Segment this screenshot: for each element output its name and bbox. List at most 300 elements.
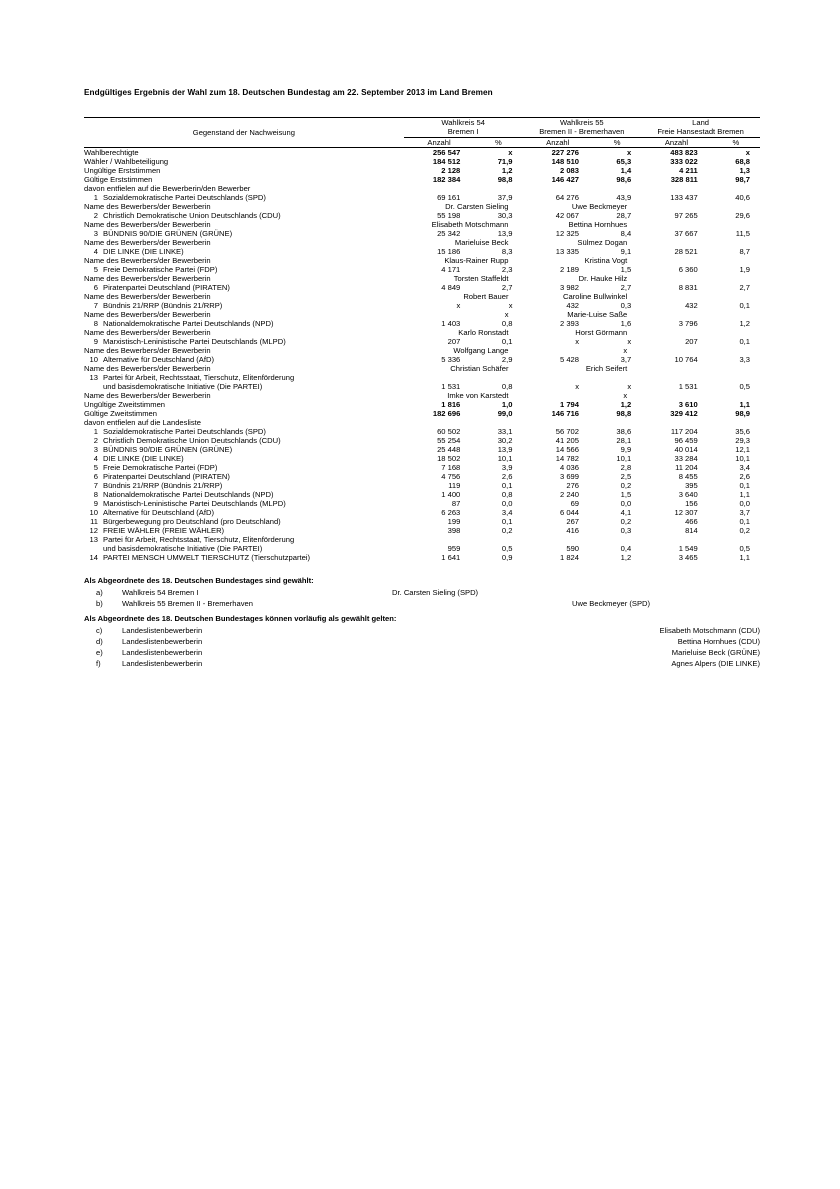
provisional-row (84, 658, 760, 669)
candidate-label: Name des Bewerbers/der Bewerberin (84, 363, 211, 373)
count-wk54: 184 512 (432, 156, 461, 166)
percent-wk54: 0,9 (501, 552, 513, 562)
table-row (84, 193, 760, 202)
count-wk54: 1 641 (441, 552, 461, 562)
candidate-name-wk55: Kristina Vogt (584, 255, 628, 265)
candidate-name-wk54: Wolfgang Lange (453, 345, 509, 355)
elected-district: Wahlkreis 55 Bremen II - Bremerhaven (122, 598, 253, 608)
count-land: 8 831 (678, 282, 698, 292)
table-row (84, 454, 760, 463)
count-land: 207 (685, 336, 698, 346)
percent-land: 68,8 (735, 156, 750, 166)
count-land: 814 (685, 525, 698, 535)
count-land: 329 412 (670, 408, 698, 418)
count-wk54: x (456, 300, 461, 310)
table-row (84, 490, 760, 499)
percent-wk55: x (627, 336, 632, 346)
party-index: 1 (93, 426, 98, 436)
header-group-0-line2: Bremen I (447, 127, 479, 137)
row-label: Ungültige Zweitstimmen (84, 399, 166, 409)
candidate-label: Name des Bewerbers/der Bewerberin (84, 309, 211, 319)
percent-wk54: 0,0 (501, 498, 513, 508)
provisional-name: Elisabeth Motschmann (CDU) (659, 625, 760, 635)
elected-district: Wahlkreis 54 Bremen I (122, 587, 199, 597)
count-land: 1 549 (678, 543, 698, 553)
count-wk55: 64 276 (555, 192, 580, 202)
percent-wk54: 8,3 (501, 246, 513, 256)
percent-wk55: 0,4 (620, 543, 632, 553)
party-label: 8 Nationaldemokratische Partei Deutschlands (NPD) (84, 319, 404, 328)
percent-wk55: 98,8 (616, 408, 632, 418)
count-wk55: 1 794 (560, 399, 580, 409)
percent-land: 29,6 (735, 210, 750, 220)
table-row (84, 346, 760, 355)
party-label: 14 PARTEI MENSCH UMWELT TIERSCHUTZ (Tierschutzpartei) (84, 553, 404, 562)
percent-wk54: 2,6 (501, 471, 513, 481)
table-row (84, 499, 760, 508)
count-wk54: 55 198 (437, 210, 461, 220)
party-label: 10 Alternative für Deutschland (AfD) (84, 508, 404, 517)
percent-land: 2,7 (739, 282, 750, 292)
party-label: 7 Bündnis 21/RRP (Bündnis 21/RRP) (84, 481, 404, 490)
candidate-name-land (641, 391, 760, 400)
provisional-letter: c) (96, 625, 103, 635)
candidate-name-wk55: Horst Görmann (575, 327, 628, 337)
party-label-line2: und basisdemokratische Initiative (Die PARTEI) (103, 543, 263, 553)
count-wk55: 227 276 (551, 147, 580, 157)
row-label: Gültige Zweitstimmen (84, 408, 158, 418)
party-index: 9 (93, 336, 98, 346)
count-wk55: 267 (566, 516, 580, 526)
percent-wk54: 71,9 (497, 156, 513, 166)
provisional-letter: f) (96, 658, 101, 668)
party-index: 1 (93, 192, 98, 202)
percent-land: 1,1 (739, 399, 750, 409)
party-label: 1 Sozialdemokratische Partei Deutschlands (SPD) (84, 427, 404, 436)
percent-land: 0,1 (739, 300, 750, 310)
party-index: 5 (93, 462, 98, 472)
count-wk55: 146 427 (551, 174, 580, 184)
percent-wk55: 1,2 (620, 399, 632, 409)
header-count-2: Anzahl (641, 137, 712, 147)
candidate-label: Name des Bewerbers/der Bewerberin (84, 291, 211, 301)
candidate-name-wk55: x (623, 390, 628, 400)
count-wk55: 3 699 (560, 471, 580, 481)
party-label: 3 BÜNDNIS 90/DIE GRÜNEN (GRÜNE) (84, 229, 404, 238)
party-index: 13 (89, 534, 98, 544)
table-row (84, 337, 760, 346)
count-land: 432 (685, 300, 698, 310)
table-header (84, 118, 760, 148)
party-index: 13 (89, 372, 98, 382)
percent-land: 0,1 (739, 336, 750, 346)
provisional-letter: e) (96, 647, 103, 657)
table-row (84, 472, 760, 481)
table-row (84, 292, 760, 301)
percent-land: 0,5 (739, 543, 750, 553)
table-row (84, 436, 760, 445)
count-wk54: 398 (447, 525, 461, 535)
count-wk54: 1 400 (441, 489, 461, 499)
header-percent-1: % (593, 137, 641, 147)
candidate-name-wk55: Marie-Luise Saße (567, 309, 628, 319)
count-land (641, 184, 712, 193)
party-index: 2 (93, 210, 98, 220)
count-wk54: 60 502 (437, 426, 461, 436)
header-group-0 (404, 118, 523, 138)
count-wk54 (404, 418, 475, 427)
party-label: 11 Bürgerbewegung pro Deutschland (pro Deutschland) (84, 517, 404, 526)
percent-wk55: 0,3 (620, 300, 632, 310)
party-label: 13 Partei für Arbeit, Rechtsstaat, Tierschutz, Elitenförderung und basisdemokratische Initiative (Die PARTEI) (84, 535, 404, 553)
count-land: 37 667 (674, 228, 698, 238)
percent-wk54: 0,5 (501, 543, 513, 553)
party-label: 2 Christlich Demokratische Union Deutschlands (CDU) (84, 436, 404, 445)
count-land: 10 764 (674, 354, 698, 364)
percent-land: 3,3 (739, 354, 750, 364)
header-count-0: Anzahl (404, 137, 475, 147)
count-wk55: 2 393 (560, 318, 580, 328)
count-wk55 (522, 418, 593, 427)
percent-wk54: 3,9 (501, 462, 513, 472)
candidate-name-land (641, 220, 760, 229)
table-row (84, 157, 760, 166)
count-land: 466 (685, 516, 698, 526)
count-wk55: 12 325 (555, 228, 580, 238)
header-label-column: Gegenstand der Nachweisung (84, 118, 404, 148)
party-index: 9 (93, 498, 98, 508)
count-wk54: 207 (447, 336, 461, 346)
candidate-name-wk55: Uwe Beckmeyer (571, 201, 628, 211)
candidate-name-wk54: Torsten Staffeldt (453, 273, 509, 283)
provisional-type: Landeslistenbewerberin (122, 647, 203, 657)
count-land: 12 307 (674, 507, 698, 517)
row-label: Gültige Erststimmen (84, 174, 153, 184)
count-land: 3 610 (678, 399, 698, 409)
table-row (84, 166, 760, 175)
count-land: 333 022 (670, 156, 698, 166)
percent-land: 1,2 (739, 318, 750, 328)
count-land: 117 204 (670, 426, 698, 436)
percent-wk55: 38,6 (616, 426, 632, 436)
table-row (84, 184, 760, 193)
percent-wk55 (593, 184, 641, 193)
count-wk55: 146 716 (551, 408, 580, 418)
percent-wk55: 2,5 (620, 471, 632, 481)
row-label: Wahlberechtigte (84, 147, 139, 157)
count-wk55: 42 067 (555, 210, 580, 220)
count-land: 11 204 (675, 462, 698, 472)
count-land: 33 284 (674, 453, 698, 463)
party-index: 2 (93, 435, 98, 445)
percent-wk55: 0,3 (620, 525, 632, 535)
percent-land: 1,1 (739, 489, 750, 499)
count-wk55: 14 566 (555, 444, 580, 454)
party-index: 10 (89, 507, 98, 517)
count-wk54: 25 342 (437, 228, 461, 238)
candidate-label: Name des Bewerbers/der Bewerberin (84, 390, 211, 400)
party-index: 4 (93, 246, 98, 256)
candidate-name-wk54: Elisabeth Motschmann (431, 219, 509, 229)
table-row (84, 481, 760, 490)
percent-wk55: 9,1 (620, 246, 632, 256)
elected-members-section (84, 576, 760, 669)
table-row (84, 409, 760, 418)
candidate-name-wk54: Klaus-Rainer Rupp (444, 255, 509, 265)
count-land: 1 531 (678, 381, 698, 391)
count-wk54: 182 696 (432, 408, 461, 418)
percent-land: 1,1 (739, 552, 750, 562)
percent-wk54: 0,8 (501, 489, 513, 499)
count-wk54: 119 (448, 480, 461, 490)
candidate-name-wk55: Erich Seifert (585, 363, 628, 373)
provisional-row (84, 647, 760, 658)
percent-wk54: 37,9 (497, 192, 513, 202)
percent-wk55: 0,0 (620, 498, 632, 508)
table-row (84, 256, 760, 265)
percent-land: 8,7 (739, 246, 750, 256)
provisional-heading: Als Abgeordnete des 18. Deutschen Bundestages können vorläufig als gewählt gelten: (84, 613, 397, 623)
document-page (84, 88, 760, 669)
percent-land: 0,2 (739, 525, 750, 535)
percent-wk55: 1,5 (620, 489, 632, 499)
count-wk55: 6 044 (560, 507, 580, 517)
percent-wk54: 2,9 (501, 354, 513, 364)
candidate-name-wk54: Robert Bauer (463, 291, 509, 301)
percent-wk55: 2,7 (620, 282, 632, 292)
percent-wk54: 99,0 (497, 408, 513, 418)
percent-wk55: 10,1 (616, 453, 632, 463)
table-row (84, 238, 760, 247)
party-label: 2 Christlich Demokratische Union Deutschlands (CDU) (84, 211, 404, 220)
count-land: 3 465 (678, 552, 698, 562)
table-row (84, 328, 760, 337)
percent-land: 1,9 (739, 264, 750, 274)
provisional-letter: d) (96, 636, 103, 646)
percent-land: 98,9 (735, 408, 750, 418)
header-count-1: Anzahl (522, 137, 593, 147)
percent-land (712, 184, 760, 193)
elected-heading: Als Abgeordnete des 18. Deutschen Bundestages sind gewählt: (84, 575, 314, 585)
party-label: 10 Alternative für Deutschland (AfD) (84, 355, 404, 364)
candidate-name-wk54: Imke von Karstedt (447, 390, 509, 400)
provisional-type: Landeslistenbewerberin (122, 658, 203, 668)
count-land: 8 455 (678, 471, 698, 481)
count-wk55: 1 824 (560, 552, 580, 562)
candidate-label: Name des Bewerbers/der Bewerberin (84, 237, 211, 247)
table-row (84, 517, 760, 526)
party-index: 10 (89, 354, 98, 364)
percent-wk54: 13,9 (497, 228, 513, 238)
party-label: 5 Freie Demokratische Partei (FDP) (84, 463, 404, 472)
candidate-name-wk54: x (504, 309, 509, 319)
percent-wk55: 0,2 (620, 516, 632, 526)
count-wk54: 1 403 (441, 318, 461, 328)
count-land: 6 360 (678, 264, 698, 274)
percent-wk54: 2,7 (501, 282, 513, 292)
percent-wk55: 1,2 (620, 552, 632, 562)
party-label: 5 Freie Demokratische Partei (FDP) (84, 265, 404, 274)
candidate-label: Name des Bewerbers/der Bewerberin (84, 345, 211, 355)
elected-row (84, 598, 760, 609)
percent-wk54: 1,2 (501, 165, 513, 175)
percent-wk55: 98,6 (616, 174, 632, 184)
candidate-name-wk54: Marieluise Beck (454, 237, 509, 247)
count-wk55: 2 189 (560, 264, 580, 274)
header-percent-0: % (474, 137, 522, 147)
percent-wk55: 9,9 (620, 444, 632, 454)
count-land: 156 (685, 498, 698, 508)
count-wk55: 14 782 (555, 453, 580, 463)
candidate-name-wk55: x (623, 345, 628, 355)
candidate-label: Name des Bewerbers/der Bewerberin (84, 327, 211, 337)
percent-wk55 (593, 418, 641, 427)
candidate-name-wk55: Dr. Hauke Hilz (578, 273, 628, 283)
elected-letter: a) (96, 587, 103, 597)
table-row (84, 175, 760, 184)
provisional-type: Landeslistenbewerberin (122, 636, 203, 646)
count-land: 133 437 (670, 192, 698, 202)
count-wk55: 5 428 (560, 354, 580, 364)
table-row (84, 274, 760, 283)
header-group-1-line2: Bremen II - Bremerhaven (539, 127, 625, 137)
count-wk54: 256 547 (432, 147, 461, 157)
page-title: Endgültiges Ergebnis der Wahl zum 18. Deutschen Bundestag am 22. September 2013 im Land Bremen (84, 88, 493, 97)
party-label: 9 Marxistisch-Leninistische Partei Deutschlands (MLPD) (84, 337, 404, 346)
count-land: 483 823 (670, 147, 698, 157)
table-row (84, 310, 760, 319)
party-label: 9 Marxistisch-Leninistische Partei Deutschlands (MLPD) (84, 499, 404, 508)
count-wk54: 55 254 (437, 435, 461, 445)
count-wk54: 182 384 (432, 174, 461, 184)
percent-land: 40,6 (735, 192, 750, 202)
percent-wk55: 2,8 (620, 462, 632, 472)
percent-land: 2,6 (739, 471, 750, 481)
percent-wk54: 0,8 (501, 318, 513, 328)
party-label: 1 Sozialdemokratische Partei Deutschlands (SPD) (84, 193, 404, 202)
count-wk55: x (575, 381, 580, 391)
table-row (84, 391, 760, 400)
row-label: davon entfielen auf die Bewerberin/den Bewerber (84, 183, 251, 193)
percent-wk54: 98,8 (497, 174, 513, 184)
table-row (84, 229, 760, 238)
provisional-name: Marieluise Beck (GRÜNE) (671, 647, 760, 657)
count-wk54: 69 161 (437, 192, 461, 202)
percent-land (712, 418, 760, 427)
percent-wk54 (474, 184, 522, 193)
table-row (84, 400, 760, 409)
percent-wk54: 1,0 (501, 399, 513, 409)
candidate-name-land (641, 202, 760, 211)
percent-wk54: 2,3 (501, 264, 513, 274)
percent-land: 10,1 (735, 453, 750, 463)
count-land: 3 796 (678, 318, 698, 328)
party-label: 3 BÜNDNIS 90/DIE GRÜNEN (GRÜNE) (84, 445, 404, 454)
table-row (84, 463, 760, 472)
count-wk54 (404, 184, 475, 193)
party-label: 4 DIE LINKE (DIE LINKE) (84, 247, 404, 256)
party-index: 7 (93, 300, 98, 310)
candidate-name-land (641, 346, 760, 355)
table-row (84, 202, 760, 211)
count-wk54: 4 756 (441, 471, 461, 481)
percent-wk54: x (508, 300, 513, 310)
candidate-label: Name des Bewerbers/der Bewerberin (84, 201, 211, 211)
count-land: 40 014 (674, 444, 698, 454)
row-label: Ungültige Erststimmen (84, 165, 161, 175)
provisional-row (84, 625, 760, 636)
table-row (84, 526, 760, 535)
percent-land: 0,5 (739, 381, 750, 391)
percent-wk54: x (508, 147, 513, 157)
count-wk55: 148 510 (551, 156, 580, 166)
count-wk55: x (575, 336, 580, 346)
percent-wk54: 33,1 (497, 426, 513, 436)
party-index: 5 (93, 264, 98, 274)
percent-land: 0,1 (739, 516, 750, 526)
percent-wk54: 0,1 (501, 516, 513, 526)
percent-land: x (745, 147, 750, 157)
table-row (84, 211, 760, 220)
party-label: 8 Nationaldemokratische Partei Deutschlands (NPD) (84, 490, 404, 499)
provisional-type: Landeslistenbewerberin (122, 625, 203, 635)
table-row (84, 301, 760, 310)
candidate-name-wk55: Sülmez Dogan (577, 237, 628, 247)
count-wk55: 4 036 (560, 462, 580, 472)
provisional-name: Bettina Hornhues (CDU) (677, 636, 760, 646)
candidate-name-wk54: Dr. Carsten Sieling (445, 201, 509, 211)
elected-name-left (392, 598, 572, 609)
percent-wk54: 0,2 (501, 525, 513, 535)
count-wk55: 432 (566, 300, 580, 310)
percent-wk54 (474, 418, 522, 427)
elected-table (84, 587, 760, 609)
table-row (84, 147, 760, 157)
table-row (84, 319, 760, 328)
elected-name-right (572, 587, 760, 598)
percent-wk54: 10,1 (497, 453, 513, 463)
count-wk55 (522, 184, 593, 193)
row-label: Wähler / Wahlbeteiligung (84, 156, 169, 166)
candidate-name-wk55: Bettina Hornhues (568, 219, 628, 229)
table-row (84, 508, 760, 517)
count-wk55: 416 (566, 525, 580, 535)
party-label: 13 Partei für Arbeit, Rechtsstaat, Tierschutz, Elitenförderung und basisdemokratische Initiative (Die PARTEI) (84, 373, 404, 391)
count-wk54: 4 171 (441, 264, 461, 274)
percent-wk55: 65,3 (616, 156, 632, 166)
count-wk54: 6 263 (441, 507, 461, 517)
row-label: davon entfielen auf die Landesliste (84, 417, 201, 427)
candidate-name-land (641, 274, 760, 283)
percent-wk55: x (626, 147, 632, 157)
percent-wk54: 3,4 (501, 507, 513, 517)
candidate-name-wk55: Caroline Bullwinkel (563, 291, 628, 301)
party-label: 7 Bündnis 21/RRP (Bündnis 21/RRP) (84, 301, 404, 310)
table-body (84, 147, 760, 562)
party-label: 6 Piratenpartei Deutschland (PIRATEN) (84, 472, 404, 481)
elected-name-right: Uwe Beckmeyer (SPD) (572, 598, 651, 608)
percent-wk54: 30,3 (497, 210, 513, 220)
candidate-label: Name des Bewerbers/der Bewerberin (84, 273, 211, 283)
percent-land: 3,7 (739, 507, 750, 517)
candidate-name-land (641, 328, 760, 337)
count-wk54: 5 336 (441, 354, 461, 364)
elected-name-left: Dr. Carsten Sieling (SPD) (392, 587, 479, 597)
percent-wk55: 43,9 (616, 192, 632, 202)
count-wk54: 87 (451, 498, 461, 508)
count-wk55: 69 (570, 498, 580, 508)
count-land: 28 521 (674, 246, 698, 256)
